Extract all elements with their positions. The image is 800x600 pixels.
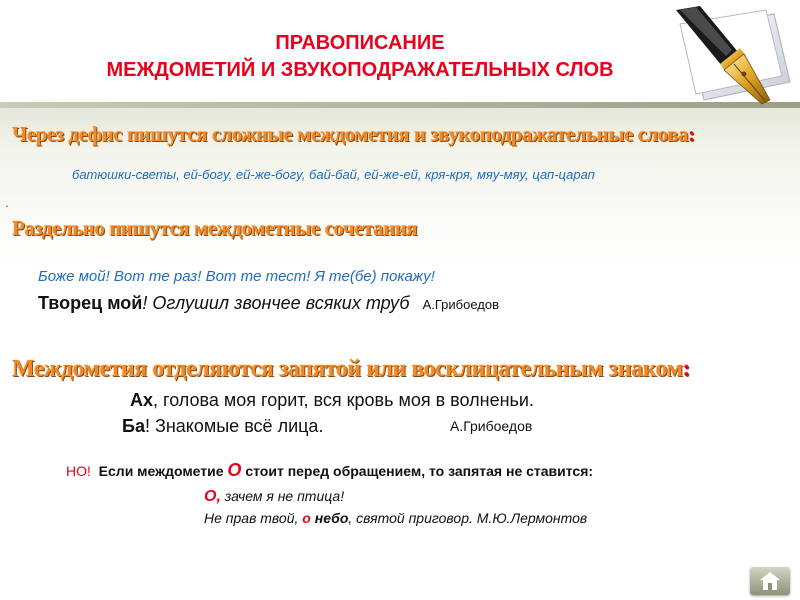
stray-dot: . <box>5 194 9 210</box>
note-example-2 <box>204 510 587 526</box>
page-title <box>0 30 720 84</box>
rule2-quote-word: Творец мой <box>38 293 143 313</box>
rule3-heading-text: Междометия отделяются запятой или восклицательным знаком <box>12 356 683 382</box>
rule1-heading <box>12 122 695 147</box>
note-ex2-rest: , святой приговор. М.Ю.Лермонтов <box>348 510 588 526</box>
note-o: О <box>227 460 242 480</box>
rule3-line-2 <box>122 416 582 437</box>
note-ex2-word: небо <box>310 510 349 526</box>
note-text-before: Если междометие <box>90 463 228 479</box>
home-icon <box>750 567 790 595</box>
fountain-pen-icon <box>666 4 796 112</box>
note-ex2-before: Не прав твой, <box>204 510 303 526</box>
note-example-1 <box>204 488 344 506</box>
note-ex1-rest: зачем я не птица! <box>220 488 345 504</box>
rule2-heading: Раздельно пишутся междометные сочетания <box>12 216 418 240</box>
rule2-quote-rest: ! Оглушил звончее всяких труб <box>142 293 410 313</box>
rule2-author: А.Грибоедов <box>422 297 500 312</box>
home-button[interactable] <box>750 567 790 595</box>
title-line-2: МЕЖДОМЕТИЙ И ЗВУКОПОДРАЖАТЕЛЬНЫХ СЛОВ <box>106 59 614 81</box>
rule1-examples: батюшки-светы, ей-богу, ей-же-богу, бай-бай, ей-же-ей, кря-кря, мяу-мяу, цап-царап <box>72 167 595 182</box>
note-no: НО! <box>66 463 91 479</box>
note-line <box>66 460 593 481</box>
note-ex1-o: О, <box>204 488 221 505</box>
rule2-quote <box>38 293 499 314</box>
rule1-heading-text: Через дефис пишутся сложные междометия и звукоподражательные слова <box>12 122 689 146</box>
rule3-line2-word: Ба <box>122 416 145 436</box>
note-text-after: стоит перед обращением, то запятая не ставится: <box>241 463 594 479</box>
rule3-colon: : <box>682 356 691 382</box>
rule3-author: А.Грибоедов <box>450 418 533 434</box>
rule3-line-1 <box>130 390 534 411</box>
rule2-examples: Боже мой! Вот те раз! Вот те тест! Я те(бе) покажу! <box>38 268 435 285</box>
rule1-colon: : <box>688 122 695 146</box>
rule3-heading <box>12 356 690 383</box>
rule3-line2-rest: ! Знакомые всё лица. <box>144 416 324 436</box>
rule3-line1-rest: , голова моя горит, вся кровь моя в волненьи. <box>153 390 534 410</box>
rule3-line1-word: Ах <box>130 390 154 410</box>
title-line-1: ПРАВОПИСАНИЕ <box>275 32 445 54</box>
note-ex2-o: о <box>302 510 311 526</box>
